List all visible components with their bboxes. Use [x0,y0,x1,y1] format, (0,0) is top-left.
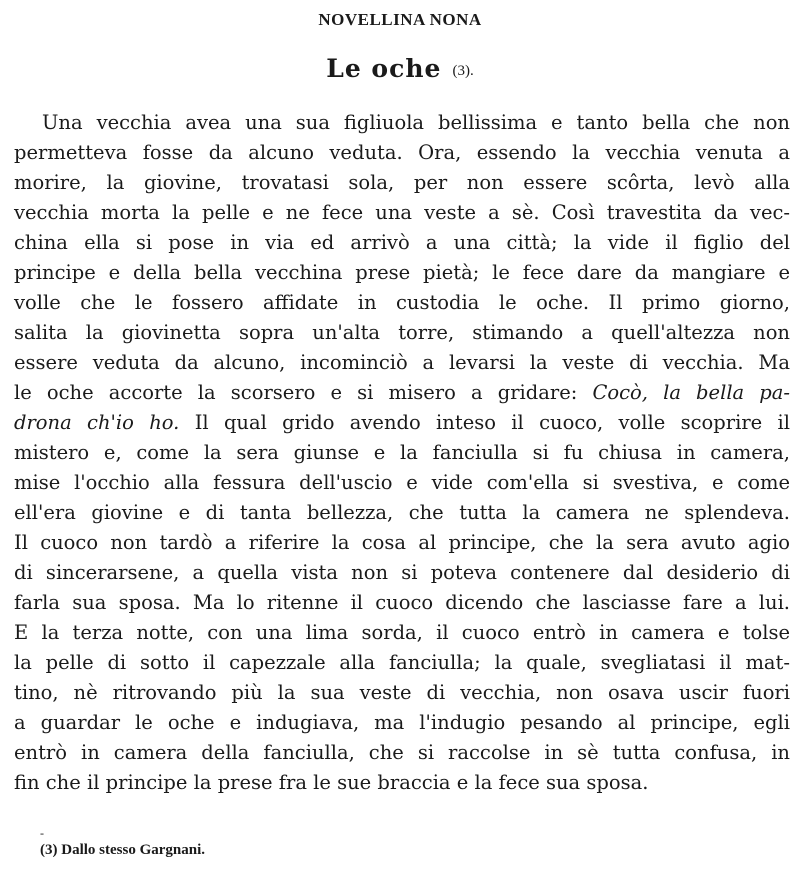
text-segment: Il qual grido avendo inteso il cuoco, volle scoprire il [194,411,790,434]
text-line: Una vecchia avea una sua figliuola bellissima e tanto bella che non [42,111,790,134]
text-line: la pelle di sotto il capezzale alla fanciulla; la quale, svegliatasi il mat- [14,651,790,674]
text-line: a guardar le oche e indugiava, ma l'indugio pesando al principe, egli [14,711,790,734]
text-line: salita la giovinetta sopra un'alta torre, stimando a quell'altezza non [14,321,790,344]
story-title-text: Le oche [326,54,442,83]
footnote-reference: (3). [452,63,474,79]
footnote-mark: - [40,826,44,840]
text-line: E la terza notte, con una lima sorda, il cuoco entrò in camera e tolse [14,621,790,644]
text-line: vecchia morta la pelle e ne fece una veste a sè. Così travestita da vec- [14,201,790,224]
text-line: mise l'occhio alla fessura dell'uscio e vide com'ella si svestiva, e come [14,471,790,494]
text-line: volle che le fossero affidate in custodia le oche. Il primo giorno, [14,291,790,314]
text-line [14,378,790,408]
text-line: mistero e, come la sera giunse e la fanciulla si fu chiusa in camera, [14,441,790,464]
text-line: farla sua sposa. Ma lo ritenne il cuoco dicendo che lasciasse fare a lui. [14,591,790,614]
footnote: (3) Dallo stesso Gargnani. [40,842,205,858]
text-line: tino, nè ritrovando più la sua veste di vecchia, non osava uscir fuori [14,681,790,704]
text-line: principe e della bella vecchina prese pietà; le fece dare da mangiare e [14,261,790,284]
text-line: entrò in camera della fanciulla, che si raccolse in sè tutta confusa, in [14,741,790,764]
text-line [14,408,790,438]
italic-quote: Cocò, la bella pa- [592,381,790,404]
story-title [0,54,800,83]
text-line: Il cuoco non tardò a riferire la cosa al principe, che la sera avuto agio [14,531,790,554]
text-line: essere veduta da alcuno, incominciò a levarsi la veste di vecchia. Ma [14,351,790,374]
text-line: china ella si pose in via ed arrivò a una città; la vide il figlio del [14,231,790,254]
text-line: fin che il principe la prese fra le sue braccia e la fece sua sposa. [14,771,649,794]
italic-quote: drona ch'io ho. [14,411,180,434]
text-line: di sincerarsene, a quella vista non si poteva contenere dal desiderio di [14,561,790,584]
text-line: morire, la giovine, trovatasi sola, per non essere scôrta, levò alla [14,171,790,194]
text-line: permetteva fosse da alcuno veduta. Ora, essendo la vecchia venuta a [14,141,790,164]
section-title: NOVELLINA NONA [318,10,482,29]
text-segment: le oche accorte la scorsero e si misero a gridare: [14,381,578,404]
text-line: ell'era giovine e di tanta bellezza, che tutta la camera ne splendeva. [14,501,790,524]
